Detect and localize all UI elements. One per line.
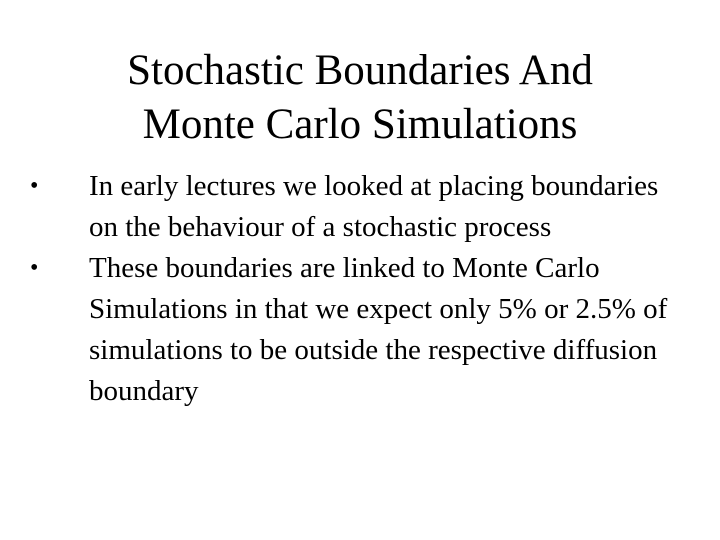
bullet-point-icon: • [30, 173, 39, 199]
slide-title-line-1: Stochastic Boundaries And [127, 47, 593, 94]
slide-title-line-2: Monte Carlo Simulations [142, 101, 578, 148]
bullet-text: These boundaries are linked to Monte Carlo Simulations in that we expect only 5% or 2.5% of simulations to be outside the respective diffusion boundary [89, 252, 668, 407]
bullet-text: In early lectures we looked at placing boundaries on the behaviour of a stochastic process [89, 170, 659, 243]
bullet-item [30, 248, 680, 412]
bullet-point-icon: • [30, 255, 39, 281]
bullet-item [30, 166, 680, 248]
slide-title [60, 44, 660, 152]
bullet-list [30, 166, 680, 412]
